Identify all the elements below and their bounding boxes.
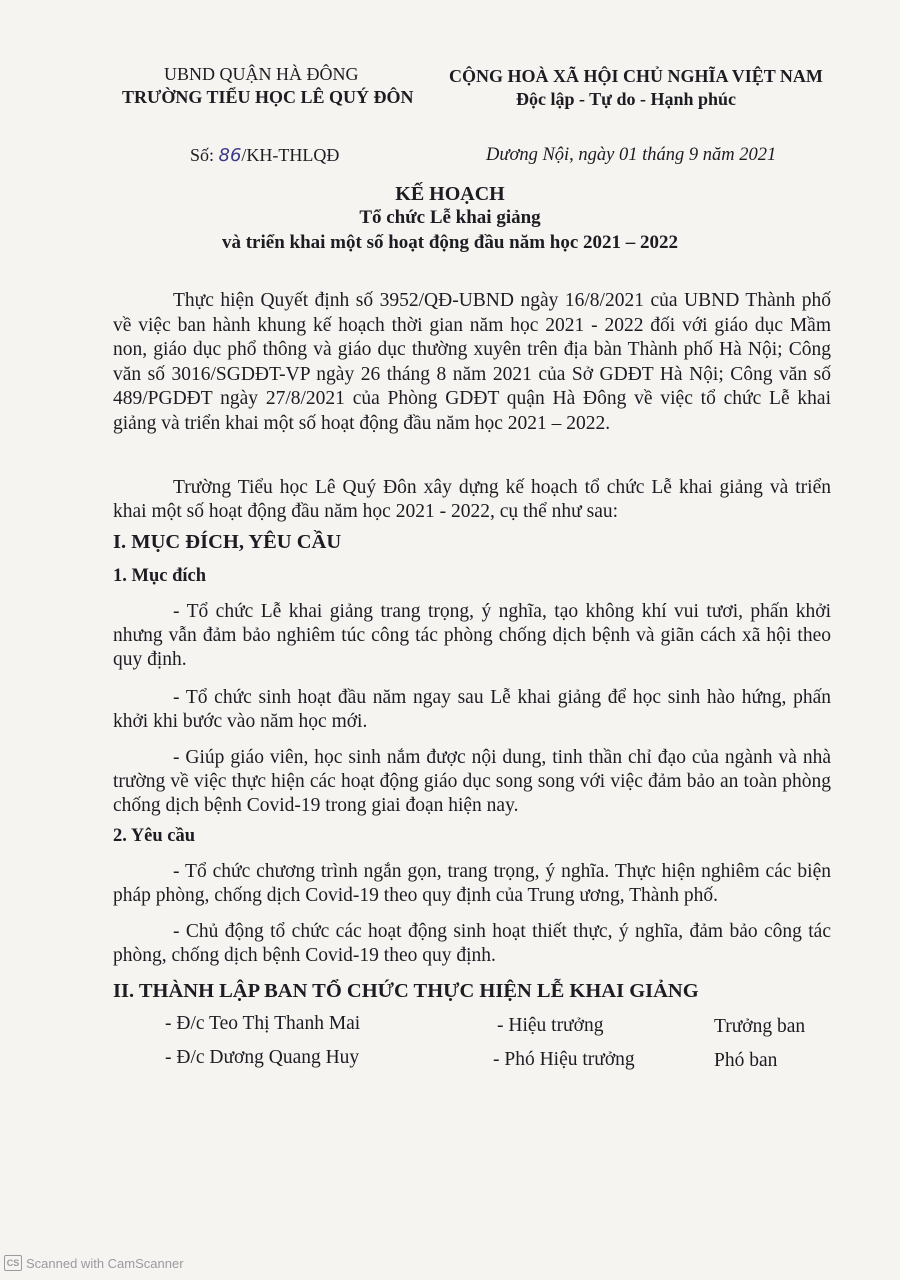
document-subtitle: Tổ chức Lễ khai giảng (359, 207, 541, 228)
requirement-item-1: - Tổ chức chương trình ngắn gọn, trang trọng, ý nghĩa. Thực hiện nghiêm các biện pháp phòng, chống dịch Covid-19 theo quy định của Trung ương, Thành phố. (113, 861, 831, 906)
purpose-item-1: - Tổ chức Lễ khai giảng trang trọng, ý nghĩa, tạo không khí vui tươi, phấn khởi nhưng vẫn đảm bảo nghiêm túc công tác phòng chống dịch bệnh và giãn cách xã hội theo quy định. (113, 601, 831, 670)
section-1-heading: I. MỤC ĐÍCH, YÊU CẦU (113, 531, 342, 553)
purpose-item-2: - Tổ chức sinh hoạt đầu năm ngay sau Lễ khai giảng để học sinh hào hứng, phấn khởi khi bước vào năm học mới. (113, 687, 831, 732)
camscanner-logo-icon: CS (4, 1255, 22, 1271)
handwritten-number: 86 (218, 145, 242, 166)
subsection-requirements-heading: 2. Yêu cầu (113, 826, 196, 846)
committee-member-name: - Đ/c Dương Quang Huy (165, 1047, 360, 1068)
committee-member-role: Trưởng ban (714, 1016, 806, 1037)
committee-member-role: Phó ban (714, 1050, 778, 1071)
document-number (190, 145, 339, 166)
document-subtitle-2: và triển khai một số hoạt động đầu năm học 2021 – 2022 (221, 232, 679, 253)
national-title: CỘNG HOÀ XÃ HỘI CHỦ NGHĨA VIỆT NAM (449, 66, 823, 86)
committee-member-position: - Hiệu trưởng (497, 1015, 604, 1036)
requirement-item-2: - Chủ động tổ chức các hoạt động sinh hoạt thiết thực, ý nghĩa, đảm bảo công tác phòng, chống dịch bệnh Covid-19 theo quy định. (113, 921, 831, 966)
intro-paragraph-1: Thực hiện Quyết định số 3952/QĐ-UBND ngày 16/8/2021 của UBND Thành phố về việc ban hành khung kế hoạch thời gian năm học 2021 - 2022 đối với giáo dục Mầm non, giáo dục phổ thông và giáo dục thường xuyên trên địa bàn Thành phố Hà Nội; Công văn số 3016/SGDĐT-VP ngày 26 tháng 8 năm 2021 của Sở GDĐT Hà Nội; Công văn số 489/PGDĐT ngày 27/8/2021 của Phòng GDĐT quận Hà Đông về việc tổ chức Lễ khai giảng và triển khai một số hoạt động đầu năm học 2021 – 2022. (113, 290, 831, 434)
intro-paragraph-2: Trường Tiểu học Lê Quý Đôn xây dựng kế hoạch tổ chức Lễ khai giảng và triển khai một số hoạt động đầu năm học 2021 - 2022, cụ thể như sau: (113, 477, 831, 522)
committee-member-position: - Phó Hiệu trưởng (493, 1049, 635, 1070)
national-motto: Độc lập - Tự do - Hạnh phúc (516, 89, 737, 109)
document-title: KẾ HOẠCH (395, 183, 505, 205)
committee-member-name: - Đ/c Teo Thị Thanh Mai (165, 1013, 361, 1034)
section-2-heading: II. THÀNH LẬP BAN TỔ CHỨC THỰC HIỆN LỄ KHAI GIẢNG (113, 980, 699, 1002)
doc-number-suffix: /KH-THLQĐ (241, 145, 340, 165)
purpose-item-3: - Giúp giáo viên, học sinh nắm được nội dung, tinh thần chỉ đạo của ngành và nhà trường về việc thực hiện các hoạt động giáo dục song song với việc đảm bảo an toàn phòng chống dịch bệnh Covid-19 trong giai đoạn hiện nay. (113, 747, 831, 816)
scanner-text: Scanned with CamScanner (26, 1255, 184, 1271)
subsection-purpose-heading: 1. Mục đích (113, 566, 207, 586)
place-date: Dương Nội, ngày 01 tháng 9 năm 2021 (486, 145, 777, 165)
doc-number-prefix: Số: (190, 145, 215, 165)
school-name: TRƯỜNG TIỂU HỌC LÊ QUÝ ĐÔN (122, 87, 414, 107)
district-name: UBND QUẬN HÀ ĐÔNG (164, 64, 359, 84)
scanner-watermark (4, 1255, 184, 1271)
